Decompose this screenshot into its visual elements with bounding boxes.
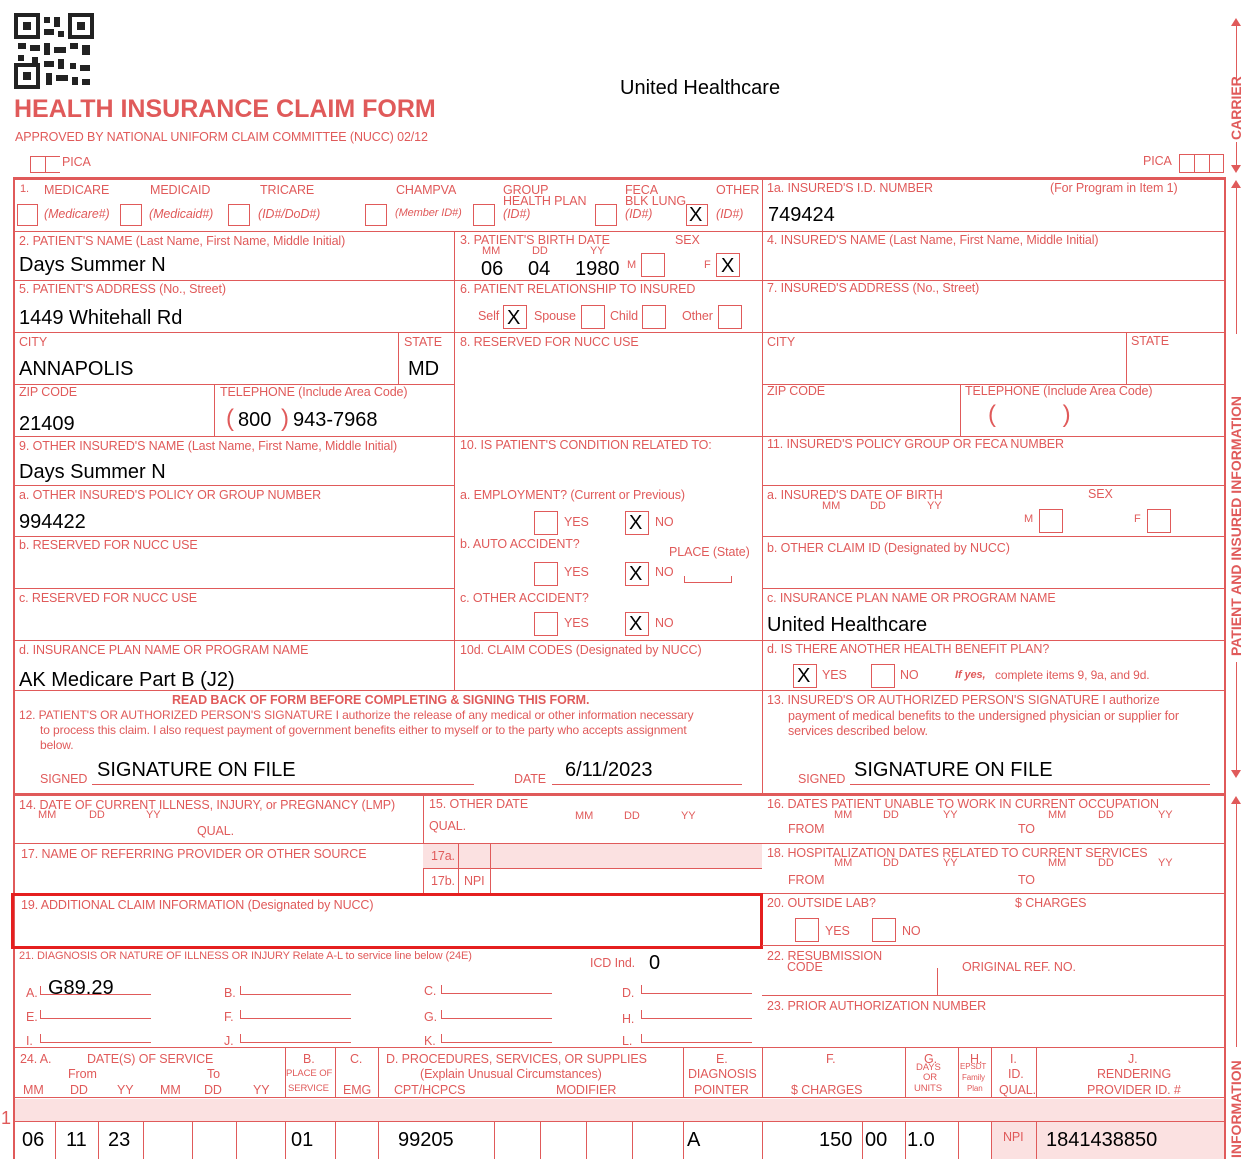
patient-address-label: 5. PATIENT'S ADDRESS (No., Street) (19, 282, 226, 296)
auto-no-mark: X (629, 563, 643, 585)
dx-h-label: H. (622, 1012, 635, 1026)
id-label: ID. (1008, 1067, 1024, 1081)
plan-label: Plan (967, 1084, 983, 1093)
referring-provider-label: 17. NAME OF REFERRING PROVIDER OR OTHER SOURCE (21, 847, 367, 861)
dx-a-label: A. (26, 986, 38, 1000)
prior-auth-label: 23. PRIOR AUTHORIZATION NUMBER (767, 999, 987, 1013)
paren-open: ( (226, 405, 234, 432)
complete-items-text: complete items 9, 9a, and 9d. (995, 668, 1150, 682)
other-policy-value[interactable]: 994422 (19, 511, 86, 533)
birth-yy-label: YY (590, 245, 605, 257)
birth-yy-value[interactable]: 1980 (575, 258, 620, 280)
insured-phone-label: TELEPHONE (Include Area Code) (965, 384, 1153, 398)
procedures-label: D. PROCEDURES, SERVICES, OR SUPPLIES (386, 1052, 647, 1066)
insured-dob-yy-label: YY (927, 500, 942, 512)
auto-accident-label: b. AUTO ACCIDENT? (460, 537, 580, 551)
sex-f-label: F (704, 259, 711, 271)
unable-to-label: TO (1018, 822, 1035, 836)
col-f-label: F. (826, 1052, 836, 1066)
employment-yes-checkbox[interactable] (534, 511, 558, 535)
other-check-mark: X (689, 204, 703, 226)
insurance-plan-label: c. INSURANCE PLAN NAME OR PROGRAM NAME (767, 591, 1056, 605)
unable-from-yy: YY (943, 809, 958, 821)
other-date-label: 15. OTHER DATE (429, 797, 529, 811)
hosp-from-label: FROM (788, 873, 825, 887)
signature-12-text-2: to process this claim. I also request payment of government benefits either to myself or to the party who accepts assignment (40, 723, 687, 737)
hosp-from-yy: YY (943, 857, 958, 869)
dx-c-label: C. (424, 984, 437, 998)
employment-label: a. EMPLOYMENT? (Current or Previous) (460, 488, 685, 502)
insured-phone-parens: ( ) (988, 401, 1071, 428)
illness-yy-label: YY (146, 809, 161, 821)
qual-label: QUAL. (999, 1083, 1037, 1097)
outside-lab-no-checkbox[interactable] (872, 918, 896, 942)
other-accident-yes-checkbox[interactable] (534, 612, 558, 636)
spouse-label: Spouse (534, 309, 576, 323)
carrier-name: United Healthcare (620, 77, 781, 99)
pica-right-boxes (1179, 154, 1224, 173)
other-date-qual-label: QUAL. (429, 819, 467, 833)
hosp-to-yy: YY (1158, 857, 1173, 869)
place-state-label: PLACE (State) (669, 545, 750, 559)
other-accident-label: c. OTHER ACCIDENT? (460, 591, 589, 605)
illness-qual-label: QUAL. (197, 824, 235, 838)
child-label: Child (610, 309, 638, 323)
group-sub: (ID#) (503, 207, 531, 221)
epsdt-label: EPSDT (960, 1062, 987, 1071)
medicaid-label: MEDICAID (150, 183, 211, 197)
champva-checkbox[interactable] (365, 204, 387, 226)
signed-label: SIGNED (40, 772, 88, 786)
employment-no-mark: X (629, 512, 643, 534)
dx-d-field[interactable] (641, 985, 752, 994)
champva-label: CHAMPVA (396, 183, 457, 197)
insured-sex-f-checkbox[interactable] (1147, 509, 1171, 533)
dx-g-field[interactable] (441, 1010, 552, 1019)
if-yes-text: If yes, (955, 669, 986, 681)
svc-from-yy-value[interactable]: 23 (108, 1129, 131, 1151)
champva-sub: (Member ID#) (395, 207, 462, 219)
rendering-label: RENDERING (1097, 1067, 1172, 1081)
outside-lab-charges-label: $ CHARGES (1015, 896, 1087, 910)
place-of-service-value[interactable]: 01 (291, 1129, 314, 1151)
dx-i-label: I. (26, 1034, 33, 1048)
child-checkbox[interactable] (642, 305, 666, 329)
dx-e-field[interactable] (40, 1010, 151, 1019)
birth-date-label: 3. PATIENT'S BIRTH DATE (460, 233, 610, 247)
insured-sex-m-label: M (1024, 513, 1034, 525)
other-insured-label: 9. OTHER INSURED'S NAME (Last Name, First Name, Middle Initial) (19, 439, 398, 453)
icd-ind-value[interactable]: 0 (649, 952, 661, 974)
dx-j-label: J. (224, 1034, 234, 1048)
zip-label: ZIP CODE (19, 385, 78, 399)
feca-sub: (ID#) (625, 207, 653, 221)
col-g-label: G. (924, 1052, 937, 1066)
explain-label: (Explain Unusual Circumstances) (420, 1067, 602, 1081)
dx-g-label: G. (424, 1010, 437, 1024)
signature-12-text-1: 12. PATIENT'S OR AUTHORIZED PERSON'S SIGNATURE I authorize the release of any medical or other information necessary (19, 708, 694, 722)
dx-k-label: K. (424, 1034, 436, 1048)
dx-f-field[interactable] (240, 1010, 351, 1019)
hosp-to-mm: MM (1048, 857, 1067, 869)
days-label: DAYS (916, 1062, 941, 1073)
hospitalization-label: 18. HOSPITALIZATION DATES RELATED TO CURRENT SERVICES (767, 846, 1148, 860)
insured-address-label: 7. INSURED'S ADDRESS (No., Street) (767, 281, 980, 295)
illness-date-label: 14. DATE OF CURRENT ILLNESS, INJURY, or PREGNANCY (LMP) (19, 798, 396, 812)
svc-from-dd-label: DD (70, 1083, 88, 1097)
other-relationship-checkbox[interactable] (718, 305, 742, 329)
dx-l-label: L. (622, 1034, 633, 1048)
insurance-plan-value[interactable]: United Healthcare (767, 614, 928, 636)
insured-zip-label: ZIP CODE (767, 384, 826, 398)
side-label-information: INFORMATION (1228, 1060, 1244, 1158)
pointer-label: POINTER (694, 1083, 749, 1097)
sex-m-label: M (627, 259, 637, 271)
other-date-yy-label: YY (681, 810, 696, 822)
state-label: STATE (404, 335, 442, 349)
outside-lab-label: 20. OUTSIDE LAB? (767, 896, 876, 910)
group-checkbox[interactable] (473, 204, 495, 226)
col-e-label: E. (716, 1052, 728, 1066)
col-i-label: I. (1010, 1052, 1017, 1066)
illness-mm-label: MM (38, 809, 57, 821)
birth-dd-label: DD (532, 245, 548, 257)
state-value[interactable]: MD (408, 358, 440, 380)
another-plan-no-checkbox[interactable] (871, 664, 895, 688)
dx-k-field[interactable] (441, 1034, 552, 1043)
outside-lab-no-label: NO (902, 924, 921, 938)
self-mark: X (507, 307, 521, 329)
another-plan-yes-mark: X (797, 665, 811, 687)
spouse-checkbox[interactable] (581, 305, 605, 329)
npi-value[interactable]: 1841438850 (1046, 1129, 1158, 1151)
charge-cents-value[interactable]: 00 (865, 1129, 888, 1151)
read-back-notice: READ BACK OF FORM BEFORE COMPLETING & SIGNING THIS FORM. (172, 693, 590, 707)
arrow-down-icon (1231, 165, 1241, 173)
place-of-label: PLACE OF (286, 1068, 333, 1079)
employment-yes-label: YES (564, 515, 589, 529)
family-label: Family (962, 1073, 985, 1082)
pica-right-label: PICA (1143, 154, 1172, 168)
unable-from-label: FROM (788, 822, 825, 836)
insured-signature-value[interactable]: SIGNATURE ON FILE (854, 759, 1053, 781)
dx-i-field[interactable] (40, 1034, 151, 1043)
reserved-b-label: b. RESERVED FOR NUCC USE (19, 538, 198, 552)
phone-value[interactable]: 943-7968 (293, 409, 378, 431)
other-sub: (ID#) (716, 207, 744, 221)
svc-to-yy-label: YY (253, 1083, 270, 1097)
dx-h-field[interactable] (641, 1010, 752, 1019)
medicare-sub: (Medicare#) (44, 207, 110, 221)
arrow-down-icon (1231, 770, 1241, 778)
feca-label: FECA (625, 183, 658, 197)
service-line-number: 1 (1, 1108, 12, 1128)
city-label: CITY (19, 335, 48, 349)
feca-checkbox[interactable] (595, 204, 617, 226)
dx-d-label: D. (622, 986, 635, 1000)
modifier-label: MODIFIER (556, 1083, 617, 1097)
sex-f-mark: X (721, 255, 735, 277)
col-j-label: J. (1128, 1052, 1138, 1066)
units-label: UNITS (914, 1083, 943, 1094)
svc-to-mm-label: MM (160, 1083, 181, 1097)
charges-col-label: $ CHARGES (791, 1083, 863, 1097)
phone-label: TELEPHONE (Include Area Code) (220, 385, 408, 399)
patient-signature-value[interactable]: SIGNATURE ON FILE (97, 759, 296, 781)
cpt-code-value[interactable]: 99205 (398, 1129, 454, 1151)
zip-value[interactable]: 21409 (19, 413, 75, 435)
relationship-label: 6. PATIENT RELATIONSHIP TO INSURED (460, 282, 696, 296)
npi-label: NPI (1003, 1130, 1024, 1144)
other-relationship-label: Other (682, 309, 713, 323)
signature-13-text-2: payment of medical benefits to the undersigned physician or supplier for (788, 709, 1179, 723)
unable-to-yy: YY (1158, 809, 1173, 821)
signed-label-2: SIGNED (798, 772, 846, 786)
hosp-to-label: TO (1018, 873, 1035, 887)
place-state-field[interactable] (684, 576, 732, 583)
unable-to-dd: DD (1098, 809, 1114, 821)
highlight-box (11, 893, 763, 949)
dx-e-label: E. (26, 1010, 38, 1024)
area-code-value[interactable]: 800 (238, 409, 272, 431)
col-h-label: H. (970, 1052, 983, 1066)
unable-to-mm: MM (1048, 809, 1067, 821)
form-title: HEALTH INSURANCE CLAIM FORM (14, 95, 436, 123)
insured-id-label: 1a. INSURED'S I.D. NUMBER (767, 181, 933, 195)
row-17b-npi-label: NPI (464, 874, 485, 888)
insured-sex-f-label: F (1134, 513, 1141, 525)
reserved-8-label: 8. RESERVED FOR NUCC USE (460, 335, 639, 349)
reserved-c-label: c. RESERVED FOR NUCC USE (19, 591, 197, 605)
service-label: SERVICE (288, 1083, 329, 1094)
insured-dob-mm-label: MM (822, 500, 841, 512)
insured-name-label: 4. INSURED'S NAME (Last Name, First Name, Middle Initial) (767, 233, 1099, 247)
charge-dollars-value[interactable]: 150 (819, 1129, 853, 1151)
dx-b-label: B. (224, 986, 236, 1000)
plan-d-value[interactable]: AK Medicare Part B (J2) (19, 669, 235, 691)
other-accident-yes-label: YES (564, 616, 589, 630)
program-note: (For Program in Item 1) (1050, 181, 1178, 195)
outside-lab-yes-label: YES (825, 924, 850, 938)
service-to-label: To (207, 1067, 221, 1081)
condition-label: 10. IS PATIENT'S CONDITION RELATED TO: (460, 438, 712, 452)
row-17a-label: 17a. (431, 849, 455, 863)
resubmission-code-label: CODE (787, 960, 823, 974)
other-date-mm-label: MM (575, 810, 594, 822)
svc-from-mm-value[interactable]: 06 (22, 1129, 45, 1151)
medicare-label: MEDICARE (44, 183, 110, 197)
sex-m-checkbox[interactable] (641, 253, 665, 277)
plan-d-label: d. INSURANCE PLAN NAME OR PROGRAM NAME (19, 643, 309, 657)
dx-a-value[interactable]: G89.29 (48, 977, 114, 999)
unable-from-dd: DD (883, 809, 899, 821)
diagnosis-label: 21. DIAGNOSIS OR NATURE OF ILLNESS OR INJURY Relate A-L to service line below (24E) (19, 950, 472, 962)
claim-codes-label: 10d. CLAIM CODES (Designated by NUCC) (460, 643, 702, 657)
other-accident-no-label: NO (655, 616, 674, 630)
approval-text: APPROVED BY NATIONAL UNIFORM CLAIM COMMITTEE (NUCC) 02/12 (15, 130, 428, 144)
hosp-from-dd: DD (883, 857, 899, 869)
insured-state-label: STATE (1131, 334, 1169, 348)
self-label: Self (478, 309, 500, 323)
insured-city-label: CITY (767, 335, 796, 349)
paren-close: ) (281, 405, 289, 432)
dates-of-service-label: DATE(S) OF SERVICE (87, 1052, 214, 1066)
dx-l-field[interactable] (641, 1034, 752, 1043)
medicaid-checkbox[interactable] (120, 204, 142, 226)
svc-from-mm-label: MM (23, 1083, 44, 1097)
policy-group-label: 11. INSURED'S POLICY GROUP OR FECA NUMBER (767, 437, 1064, 451)
other-policy-label: a. OTHER INSURED'S POLICY OR GROUP NUMBER (19, 488, 322, 502)
blk-lung-label: BLK LUNG (625, 194, 687, 208)
provider-id-label: PROVIDER ID. # (1087, 1083, 1181, 1097)
diagnosis-col-label: DIAGNOSIS (688, 1067, 757, 1081)
row-17a-shade (423, 844, 762, 868)
illness-dd-label: DD (89, 809, 105, 821)
auto-yes-checkbox[interactable] (534, 562, 558, 586)
diagnosis-pointer-value[interactable]: A (687, 1129, 701, 1151)
additional-claim-info-label: 19. ADDITIONAL CLAIM INFORMATION (Designated by NUCC) (21, 898, 374, 912)
tricare-label: TRICARE (260, 183, 315, 197)
svc-from-dd-value[interactable]: 11 (66, 1129, 87, 1151)
svc-to-dd-label: DD (204, 1083, 222, 1097)
patient-address-value[interactable]: 1449 Whitehall Rd (19, 307, 183, 329)
svc-from-yy-label: YY (117, 1083, 134, 1097)
birth-mm-value[interactable]: 06 (481, 258, 504, 280)
service-from-label: From (68, 1067, 97, 1081)
arrow-up-icon (1231, 18, 1241, 26)
item-1-number: 1. (20, 183, 29, 195)
insured-dob-label: a. INSURED'S DATE OF BIRTH (767, 488, 943, 502)
health-plan-label: HEALTH PLAN (503, 194, 587, 208)
auto-yes-label: YES (564, 565, 589, 579)
units-value[interactable]: 1.0 (907, 1129, 935, 1151)
unable-work-label: 16. DATES PATIENT UNABLE TO WORK IN CURRENT OCCUPATION (767, 797, 1159, 811)
col-24a-label: 24. A. (20, 1052, 52, 1066)
row-17b-label: 17b. (431, 874, 455, 888)
other-claim-id-label: b. OTHER CLAIM ID (Designated by NUCC) (767, 541, 1010, 555)
another-plan-label: d. IS THERE ANOTHER HEALTH BENEFIT PLAN? (767, 642, 1050, 656)
signature-12-text-3: below. (40, 738, 74, 752)
birth-dd-value[interactable]: 04 (528, 258, 551, 280)
side-label-patient: PATIENT AND INSURED INFORMATION (1228, 395, 1244, 656)
or-label: OR (923, 1072, 938, 1083)
dx-j-field[interactable] (240, 1034, 351, 1043)
signature-date-label: DATE (514, 772, 547, 786)
icd-ind-label: ICD Ind. (590, 956, 636, 970)
another-plan-no-label: NO (900, 668, 919, 682)
tricare-sub: (ID#/DoD#) (258, 207, 321, 221)
other-label: OTHER (716, 183, 760, 197)
other-insured-value[interactable]: Days Summer N (19, 461, 166, 483)
city-value[interactable]: ANNAPOLIS (19, 358, 134, 380)
group-label: GROUP (503, 183, 549, 197)
insured-dob-dd-label: DD (870, 500, 886, 512)
signature-13-text-1: 13. INSURED'S OR AUTHORIZED PERSON'S SIGNATURE I authorize (767, 693, 1160, 707)
dx-b-field[interactable] (240, 986, 351, 995)
col-b-label: B. (303, 1052, 315, 1066)
pica-left-label: PICA (62, 155, 91, 169)
hosp-to-dd: DD (1098, 857, 1114, 869)
signature-13-text-3: services described below. (788, 724, 928, 738)
hosp-from-mm: MM (834, 857, 853, 869)
outside-lab-yes-checkbox[interactable] (795, 918, 819, 942)
dx-a-field[interactable] (40, 986, 151, 995)
tricare-checkbox[interactable] (228, 204, 250, 226)
side-label-carrier: CARRIER (1228, 76, 1244, 140)
auto-no-label: NO (655, 565, 674, 579)
employment-no-label: NO (655, 515, 674, 529)
insured-id-value[interactable]: 749424 (768, 204, 835, 226)
dx-c-field[interactable] (441, 985, 552, 994)
dx-f-label: F. (224, 1010, 234, 1024)
insured-sex-m-checkbox[interactable] (1039, 509, 1063, 533)
medicaid-sub: (Medicaid#) (149, 207, 214, 221)
unable-from-mm: MM (834, 809, 853, 821)
service-line-shade (15, 1099, 1224, 1121)
insured-sex-label: SEX (1088, 487, 1113, 501)
sex-label: SEX (675, 233, 700, 247)
medicare-checkbox[interactable] (17, 204, 38, 226)
cpt-label: CPT/HCPCS (394, 1083, 466, 1097)
another-plan-yes-label: YES (822, 668, 847, 682)
qr-code (14, 13, 94, 89)
original-ref-label: ORIGINAL REF. NO. (962, 960, 1076, 974)
signature-date-value[interactable]: 6/11/2023 (565, 759, 653, 781)
birth-mm-label: MM (482, 245, 501, 257)
resubmission-label: 22. RESUBMISSION (767, 949, 883, 963)
other-accident-no-mark: X (629, 613, 643, 635)
patient-name-label: 2. PATIENT'S NAME (Last Name, First Name, Middle Initial) (19, 234, 346, 248)
other-date-dd-label: DD (624, 810, 640, 822)
col-c-label: C. (350, 1052, 363, 1066)
patient-name-value[interactable]: Days Summer N (19, 254, 166, 276)
emg-label: EMG (343, 1083, 372, 1097)
